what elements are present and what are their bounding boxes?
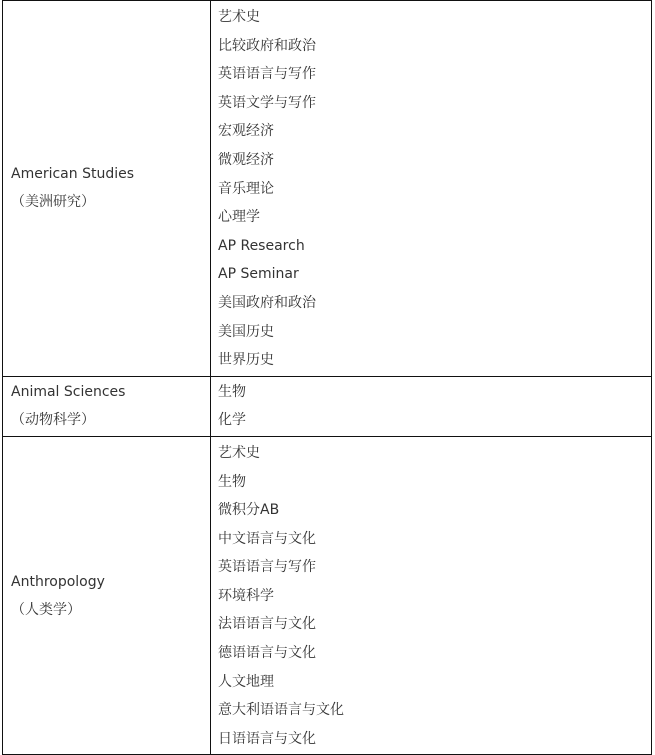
course-item: 化学	[218, 412, 246, 429]
major-name-en: Animal Sciences	[11, 384, 126, 401]
major-course-table	[2, 0, 652, 755]
major-name-cn: （人类学）	[11, 601, 81, 618]
course-item: 英语语言与写作	[218, 66, 316, 83]
table-row	[3, 376, 652, 436]
course-item: 世界历史	[218, 352, 274, 369]
major-cell	[3, 376, 211, 436]
major-name-cn: （美洲研究）	[11, 194, 95, 211]
course-item: 比较政府和政治	[218, 37, 316, 54]
course-list-cell	[211, 436, 652, 755]
course-item: 生物	[218, 383, 246, 400]
course-item: 人文地理	[218, 673, 274, 690]
course-item: 英语语言与写作	[218, 559, 316, 576]
table-row	[3, 1, 652, 377]
course-item: 意大利语语言与文化	[218, 702, 344, 719]
course-item: 艺术史	[218, 9, 260, 25]
course-item: 美国历史	[218, 323, 274, 340]
course-item: 日语语言与文化	[218, 730, 316, 747]
course-list-cell	[211, 376, 652, 436]
major-name-en: Anthropology	[11, 573, 105, 590]
course-item: 心理学	[218, 209, 260, 226]
course-item: 音乐理论	[218, 180, 274, 197]
course-item: 法语语言与文化	[218, 616, 316, 633]
course-item: 英语文学与写作	[218, 94, 316, 111]
course-item: 生物	[218, 473, 246, 490]
course-item: 中文语言与文化	[218, 530, 316, 547]
major-cell	[3, 436, 211, 755]
course-item: 德语语言与文化	[218, 645, 316, 662]
course-item: 微观经济	[218, 151, 274, 168]
course-item: AP Seminar	[218, 266, 299, 283]
course-item: 微积分AB	[218, 502, 280, 519]
major-name-en: American Studies	[11, 166, 135, 183]
course-item: 宏观经济	[218, 123, 274, 140]
course-list-cell	[211, 1, 652, 377]
course-item: 环境科学	[218, 587, 274, 604]
course-item: AP Research	[218, 237, 305, 254]
course-item: 美国政府和政治	[218, 294, 316, 311]
table-row	[3, 436, 652, 755]
major-cell	[3, 1, 211, 377]
course-item: 艺术史	[218, 444, 260, 461]
major-name-cn: （动物科学）	[11, 412, 95, 429]
